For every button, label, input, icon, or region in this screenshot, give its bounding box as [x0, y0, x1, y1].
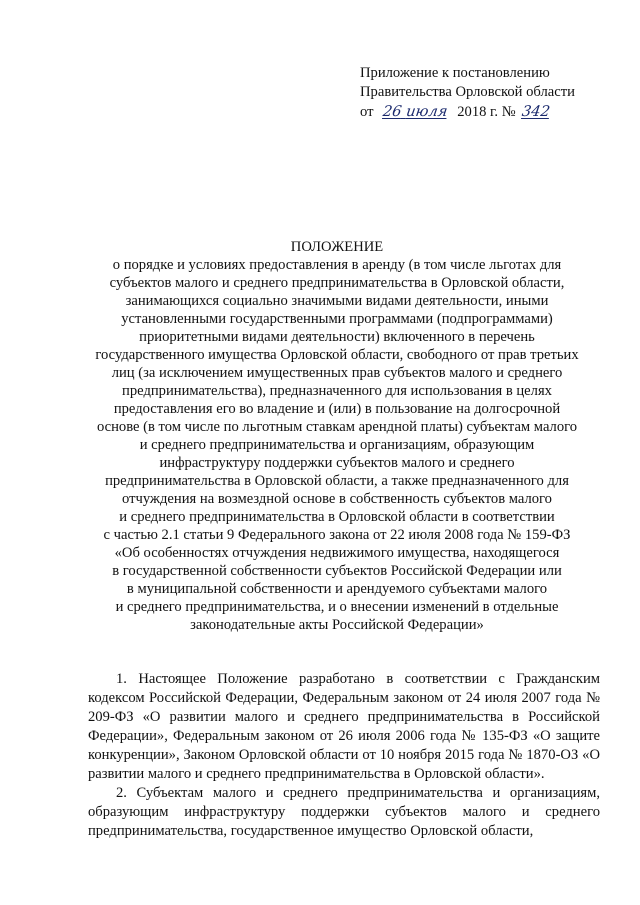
title-line: законодательные акты Российской Федерации»	[190, 617, 484, 633]
appendix-line-2: Правительства Орловской области	[360, 84, 575, 100]
title-line: о порядке и условиях предоставления в аренду (в том числе льготах для	[112, 257, 562, 273]
title-line: и среднего предпринимательства и организациям, образующим	[139, 437, 535, 453]
title-line: «Об особенностях отчуждения недвижимого имущества, находящегося	[114, 545, 560, 561]
title-line: отчуждения на возмездной основе в собственность субъектов малого	[122, 491, 552, 507]
title-line: приоритетными видами деятельности) включенного в перечень	[139, 329, 535, 345]
title-line: предпринимательства), предназначенного для использования в целях	[122, 383, 552, 399]
title-line: занимающихся социально значимыми видами деятельности, иными	[125, 293, 549, 309]
title-line: субъектов малого и среднего предпринимательства в Орловской области,	[109, 275, 565, 291]
title-line: установленными государственными программами (подпрограммами)	[121, 311, 553, 327]
document-body	[88, 670, 600, 841]
title-line: предпринимательства в Орловской области, а также предназначенного для	[105, 473, 569, 489]
title-line: и среднего предпринимательства в Орловской области в соответствии	[119, 509, 555, 525]
paragraph-2: 2. Субъектам малого и среднего предпринимательства и организациям, образующим инфраструктуру поддержки субъектов малого и среднего предпринимательства, государственное имущество Орловской области,	[88, 785, 600, 839]
title-line: и среднего предпринимательства, и о внесении изменений в отдельные	[115, 599, 559, 615]
appendix-header	[360, 64, 610, 122]
title-line: лиц (за исключением имущественных прав субъектов малого и среднего	[111, 365, 563, 381]
appendix-date-line	[360, 102, 610, 122]
title-line: в муниципальной собственности и арендуемого субъектами малого	[126, 581, 548, 597]
title-line: в государственной собственности субъектов Российской Федерации или	[112, 563, 562, 579]
year-label: 2018 г. №	[457, 104, 516, 120]
title-line: предоставления его во владение и (или) в пользование на долгосрочной	[113, 401, 561, 417]
paragraph-1: 1. Настоящее Положение разработано в соответствии с Гражданским кодексом Российской Федерации, Федеральным законом от 24 июля 2007 года № 209-ФЗ «О развитии малого и среднего предпринимательства в Российской Федерации», Федеральным законом от 26 июля 2006 года № 135-ФЗ «О защите конкуренции», Законом Орловской области от 10 ноября 2015 года № 1870-ОЗ «О развитии малого и среднего предпринимательства в Орловской области».	[88, 671, 600, 782]
title-line: государственного имущества Орловской области, свободного от прав третьих	[95, 347, 579, 363]
from-label: от	[360, 104, 374, 120]
title-line: с частью 2.1 статьи 9 Федерального закона от 22 июля 2008 года № 159-ФЗ	[103, 527, 571, 543]
handwritten-number: 342	[521, 103, 552, 120]
appendix-line-1: Приложение к постановлению	[360, 65, 550, 81]
date-month: июля	[405, 103, 449, 120]
title-line: инфраструктуру поддержки субъектов малого и среднего	[159, 455, 515, 471]
title-heading: ПОЛОЖЕНИЕ	[290, 239, 384, 255]
title-line: основе (в том числе по льготным ставкам арендной платы) субъектам малого	[96, 419, 578, 435]
date-day: 26	[381, 103, 403, 120]
handwritten-date	[376, 102, 455, 121]
document-title	[72, 238, 602, 634]
